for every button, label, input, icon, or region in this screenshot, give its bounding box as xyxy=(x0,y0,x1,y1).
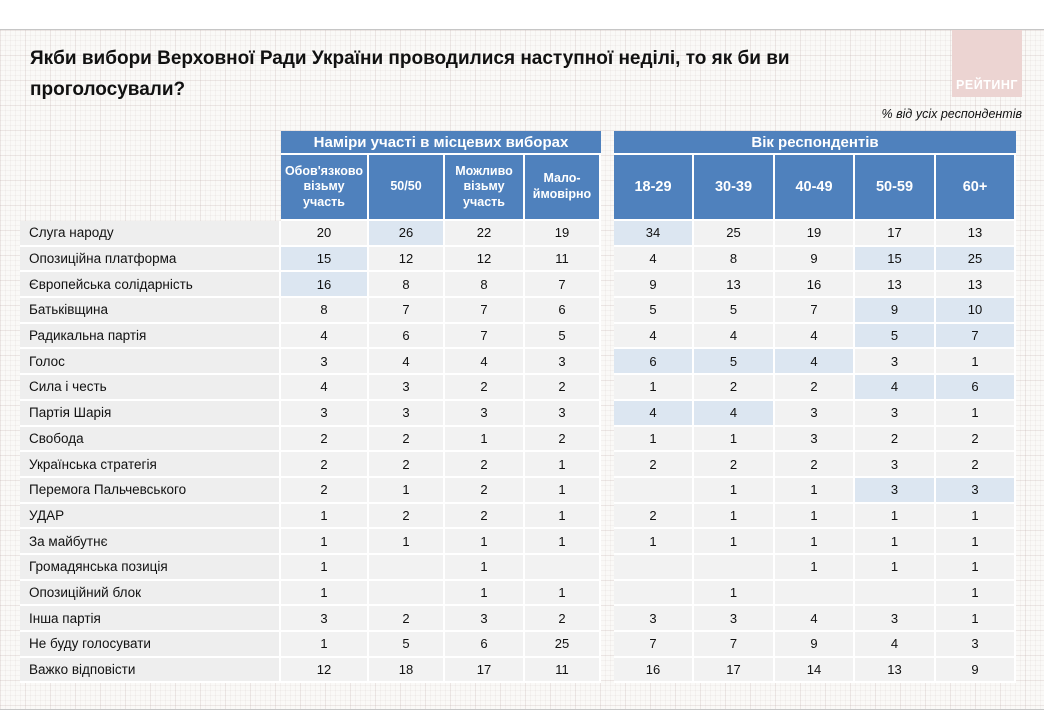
value-cell: 7 xyxy=(369,298,445,324)
value-cell: 5 xyxy=(369,632,445,658)
value-cell: 34 xyxy=(614,221,694,247)
value-cell: 1 xyxy=(614,375,694,401)
value-cell: 1 xyxy=(281,632,369,658)
value-cell: 4 xyxy=(775,349,855,375)
row-label: Слуга народу xyxy=(20,221,281,247)
value-cell: 3 xyxy=(855,606,936,632)
value-cell: 7 xyxy=(614,632,694,658)
value-cell: 2 xyxy=(281,427,369,453)
value-cell: 2 xyxy=(445,375,525,401)
row-label: Перемога Пальчевського xyxy=(20,478,281,504)
value-cell: 1 xyxy=(855,555,936,581)
value-cell: 4 xyxy=(281,375,369,401)
value-cell: 1 xyxy=(694,427,775,453)
column-group-header: Наміри участі в місцевих виборах xyxy=(281,131,601,155)
value-cell: 10 xyxy=(936,298,1016,324)
value-cell: 1 xyxy=(445,555,525,581)
value-cell: 4 xyxy=(369,349,445,375)
value-cell: 1 xyxy=(775,478,855,504)
column-header: 18-29 xyxy=(614,155,694,221)
value-cell: 3 xyxy=(445,401,525,427)
value-cell: 5 xyxy=(614,298,694,324)
value-cell: 3 xyxy=(855,452,936,478)
value-cell: 3 xyxy=(694,606,775,632)
value-cell: 4 xyxy=(775,324,855,350)
value-cell: 1 xyxy=(936,504,1016,530)
value-cell: 2 xyxy=(281,452,369,478)
value-cell: 1 xyxy=(936,529,1016,555)
value-cell: 12 xyxy=(369,247,445,273)
value-cell: 4 xyxy=(855,375,936,401)
value-cell: 17 xyxy=(855,221,936,247)
value-cell: 13 xyxy=(855,272,936,298)
row-label: Важко відповісти xyxy=(20,658,281,684)
value-cell: 1 xyxy=(614,427,694,453)
value-cell: 13 xyxy=(694,272,775,298)
value-cell: 6 xyxy=(445,632,525,658)
value-cell: 1 xyxy=(445,427,525,453)
value-cell: 2 xyxy=(694,375,775,401)
value-cell: 3 xyxy=(281,401,369,427)
value-cell: 6 xyxy=(936,375,1016,401)
value-cell: 13 xyxy=(936,221,1016,247)
value-cell: 3 xyxy=(369,375,445,401)
value-cell: 2 xyxy=(775,375,855,401)
value-cell: 2 xyxy=(855,427,936,453)
value-cell: 4 xyxy=(775,606,855,632)
value-cell: 1 xyxy=(445,581,525,607)
row-label: Українська стратегія xyxy=(20,452,281,478)
value-cell xyxy=(614,581,694,607)
value-cell: 3 xyxy=(936,632,1016,658)
row-label: Свобода xyxy=(20,427,281,453)
value-cell: 2 xyxy=(525,606,601,632)
value-cell: 3 xyxy=(614,606,694,632)
row-label: Не буду голосувати xyxy=(20,632,281,658)
value-cell: 2 xyxy=(369,452,445,478)
value-cell: 1 xyxy=(855,529,936,555)
value-cell: 2 xyxy=(445,452,525,478)
value-cell: 22 xyxy=(445,221,525,247)
value-cell: 5 xyxy=(694,349,775,375)
value-cell: 1 xyxy=(369,529,445,555)
value-cell: 1 xyxy=(936,349,1016,375)
value-cell: 8 xyxy=(445,272,525,298)
value-cell: 4 xyxy=(855,632,936,658)
value-cell: 1 xyxy=(525,504,601,530)
value-cell: 11 xyxy=(525,247,601,273)
value-cell: 2 xyxy=(369,606,445,632)
value-cell: 3 xyxy=(525,401,601,427)
column-header: 50-59 xyxy=(855,155,936,221)
value-cell: 26 xyxy=(369,221,445,247)
value-cell: 9 xyxy=(614,272,694,298)
value-cell: 1 xyxy=(525,529,601,555)
value-cell: 7 xyxy=(775,298,855,324)
value-cell: 4 xyxy=(445,349,525,375)
value-cell: 8 xyxy=(281,298,369,324)
row-label: Європейська солідарність xyxy=(20,272,281,298)
value-cell xyxy=(694,555,775,581)
value-cell: 9 xyxy=(855,298,936,324)
value-cell: 3 xyxy=(855,349,936,375)
column-header: 50/50 xyxy=(369,155,445,221)
value-cell: 1 xyxy=(445,529,525,555)
value-cell: 6 xyxy=(369,324,445,350)
value-cell: 16 xyxy=(281,272,369,298)
value-cell: 5 xyxy=(855,324,936,350)
value-cell: 3 xyxy=(445,606,525,632)
value-cell: 2 xyxy=(445,504,525,530)
value-cell: 1 xyxy=(281,504,369,530)
value-cell: 13 xyxy=(936,272,1016,298)
row-label: Партія Шарія xyxy=(20,401,281,427)
value-cell: 1 xyxy=(936,555,1016,581)
value-cell: 16 xyxy=(614,658,694,684)
value-cell: 3 xyxy=(525,349,601,375)
value-cell: 25 xyxy=(525,632,601,658)
value-cell: 9 xyxy=(775,247,855,273)
rating-group-logo xyxy=(952,30,1022,97)
value-cell: 7 xyxy=(525,272,601,298)
value-cell: 3 xyxy=(936,478,1016,504)
value-cell: 8 xyxy=(369,272,445,298)
value-cell: 6 xyxy=(614,349,694,375)
value-cell: 1 xyxy=(855,504,936,530)
row-label: Сила і честь xyxy=(20,375,281,401)
column-header: 40-49 xyxy=(775,155,855,221)
value-cell: 7 xyxy=(445,298,525,324)
value-cell: 1 xyxy=(936,401,1016,427)
value-cell: 15 xyxy=(855,247,936,273)
value-cell: 12 xyxy=(281,658,369,684)
value-cell: 25 xyxy=(936,247,1016,273)
value-cell: 2 xyxy=(525,427,601,453)
value-cell: 7 xyxy=(445,324,525,350)
value-cell: 1 xyxy=(775,529,855,555)
value-cell: 2 xyxy=(445,478,525,504)
value-cell: 1 xyxy=(694,504,775,530)
value-cell: 18 xyxy=(369,658,445,684)
value-cell xyxy=(369,581,445,607)
column-header: Обов'язково візьму участь xyxy=(281,155,369,221)
value-cell: 4 xyxy=(614,401,694,427)
value-cell xyxy=(525,555,601,581)
value-cell xyxy=(369,555,445,581)
row-label: Радикальна партія xyxy=(20,324,281,350)
value-cell: 1 xyxy=(281,581,369,607)
value-cell: 2 xyxy=(281,478,369,504)
value-cell: 7 xyxy=(936,324,1016,350)
value-cell: 16 xyxy=(775,272,855,298)
row-label: Опозиційний блок xyxy=(20,581,281,607)
row-label: Громадянська позиція xyxy=(20,555,281,581)
value-cell: 5 xyxy=(694,298,775,324)
value-cell: 19 xyxy=(775,221,855,247)
column-header: Мало-ймовірно xyxy=(525,155,601,221)
results-table xyxy=(20,131,1016,683)
value-cell: 1 xyxy=(525,581,601,607)
value-cell: 4 xyxy=(614,247,694,273)
value-cell: 2 xyxy=(936,452,1016,478)
percent-respondents-note: % від усіх респондентів xyxy=(881,107,1022,121)
value-cell: 1 xyxy=(775,555,855,581)
value-cell: 3 xyxy=(775,401,855,427)
value-cell: 2 xyxy=(775,452,855,478)
row-label: Голос xyxy=(20,349,281,375)
value-cell: 12 xyxy=(445,247,525,273)
value-cell: 2 xyxy=(369,504,445,530)
value-cell xyxy=(614,555,694,581)
row-label: Опозиційна платформа xyxy=(20,247,281,273)
value-cell: 19 xyxy=(525,221,601,247)
value-cell: 2 xyxy=(614,504,694,530)
row-label: За майбутнє xyxy=(20,529,281,555)
value-cell: 1 xyxy=(525,478,601,504)
row-label: Інша партія xyxy=(20,606,281,632)
rating-group-logo-text: РЕЙТИНГ xyxy=(956,78,1018,92)
page-title: Якби вибори Верховної Ради України проводилися наступної неділі, то як би ви проголосували? xyxy=(30,48,790,100)
value-cell: 1 xyxy=(694,478,775,504)
value-cell: 17 xyxy=(445,658,525,684)
value-cell: 4 xyxy=(614,324,694,350)
value-cell: 2 xyxy=(614,452,694,478)
column-group-header: Вік респондентів xyxy=(614,131,1016,155)
value-cell: 1 xyxy=(525,452,601,478)
value-cell: 1 xyxy=(369,478,445,504)
value-cell: 7 xyxy=(694,632,775,658)
value-cell: 17 xyxy=(694,658,775,684)
value-cell: 1 xyxy=(694,529,775,555)
value-cell: 2 xyxy=(525,375,601,401)
value-cell: 3 xyxy=(369,401,445,427)
value-cell xyxy=(614,478,694,504)
value-cell: 4 xyxy=(281,324,369,350)
value-cell: 1 xyxy=(936,581,1016,607)
row-label: УДАР xyxy=(20,504,281,530)
value-cell: 1 xyxy=(281,555,369,581)
value-cell: 11 xyxy=(525,658,601,684)
value-cell: 2 xyxy=(936,427,1016,453)
value-cell: 1 xyxy=(936,606,1016,632)
value-cell: 1 xyxy=(614,529,694,555)
value-cell: 3 xyxy=(281,606,369,632)
value-cell: 2 xyxy=(694,452,775,478)
value-cell: 3 xyxy=(775,427,855,453)
value-cell: 14 xyxy=(775,658,855,684)
value-cell xyxy=(855,581,936,607)
column-header: 60+ xyxy=(936,155,1016,221)
value-cell: 1 xyxy=(281,529,369,555)
value-cell: 9 xyxy=(775,632,855,658)
value-cell: 6 xyxy=(525,298,601,324)
value-cell: 4 xyxy=(694,401,775,427)
value-cell xyxy=(775,581,855,607)
value-cell: 25 xyxy=(694,221,775,247)
value-cell: 9 xyxy=(936,658,1016,684)
value-cell: 3 xyxy=(855,478,936,504)
value-cell: 1 xyxy=(775,504,855,530)
column-header: 30-39 xyxy=(694,155,775,221)
value-cell: 5 xyxy=(525,324,601,350)
value-cell: 1 xyxy=(694,581,775,607)
row-label: Батьківщина xyxy=(20,298,281,324)
value-cell: 3 xyxy=(855,401,936,427)
value-cell: 15 xyxy=(281,247,369,273)
value-cell: 20 xyxy=(281,221,369,247)
value-cell: 13 xyxy=(855,658,936,684)
value-cell: 2 xyxy=(369,427,445,453)
value-cell: 3 xyxy=(281,349,369,375)
value-cell: 4 xyxy=(694,324,775,350)
column-header: Можливо візьму участь xyxy=(445,155,525,221)
value-cell: 8 xyxy=(694,247,775,273)
